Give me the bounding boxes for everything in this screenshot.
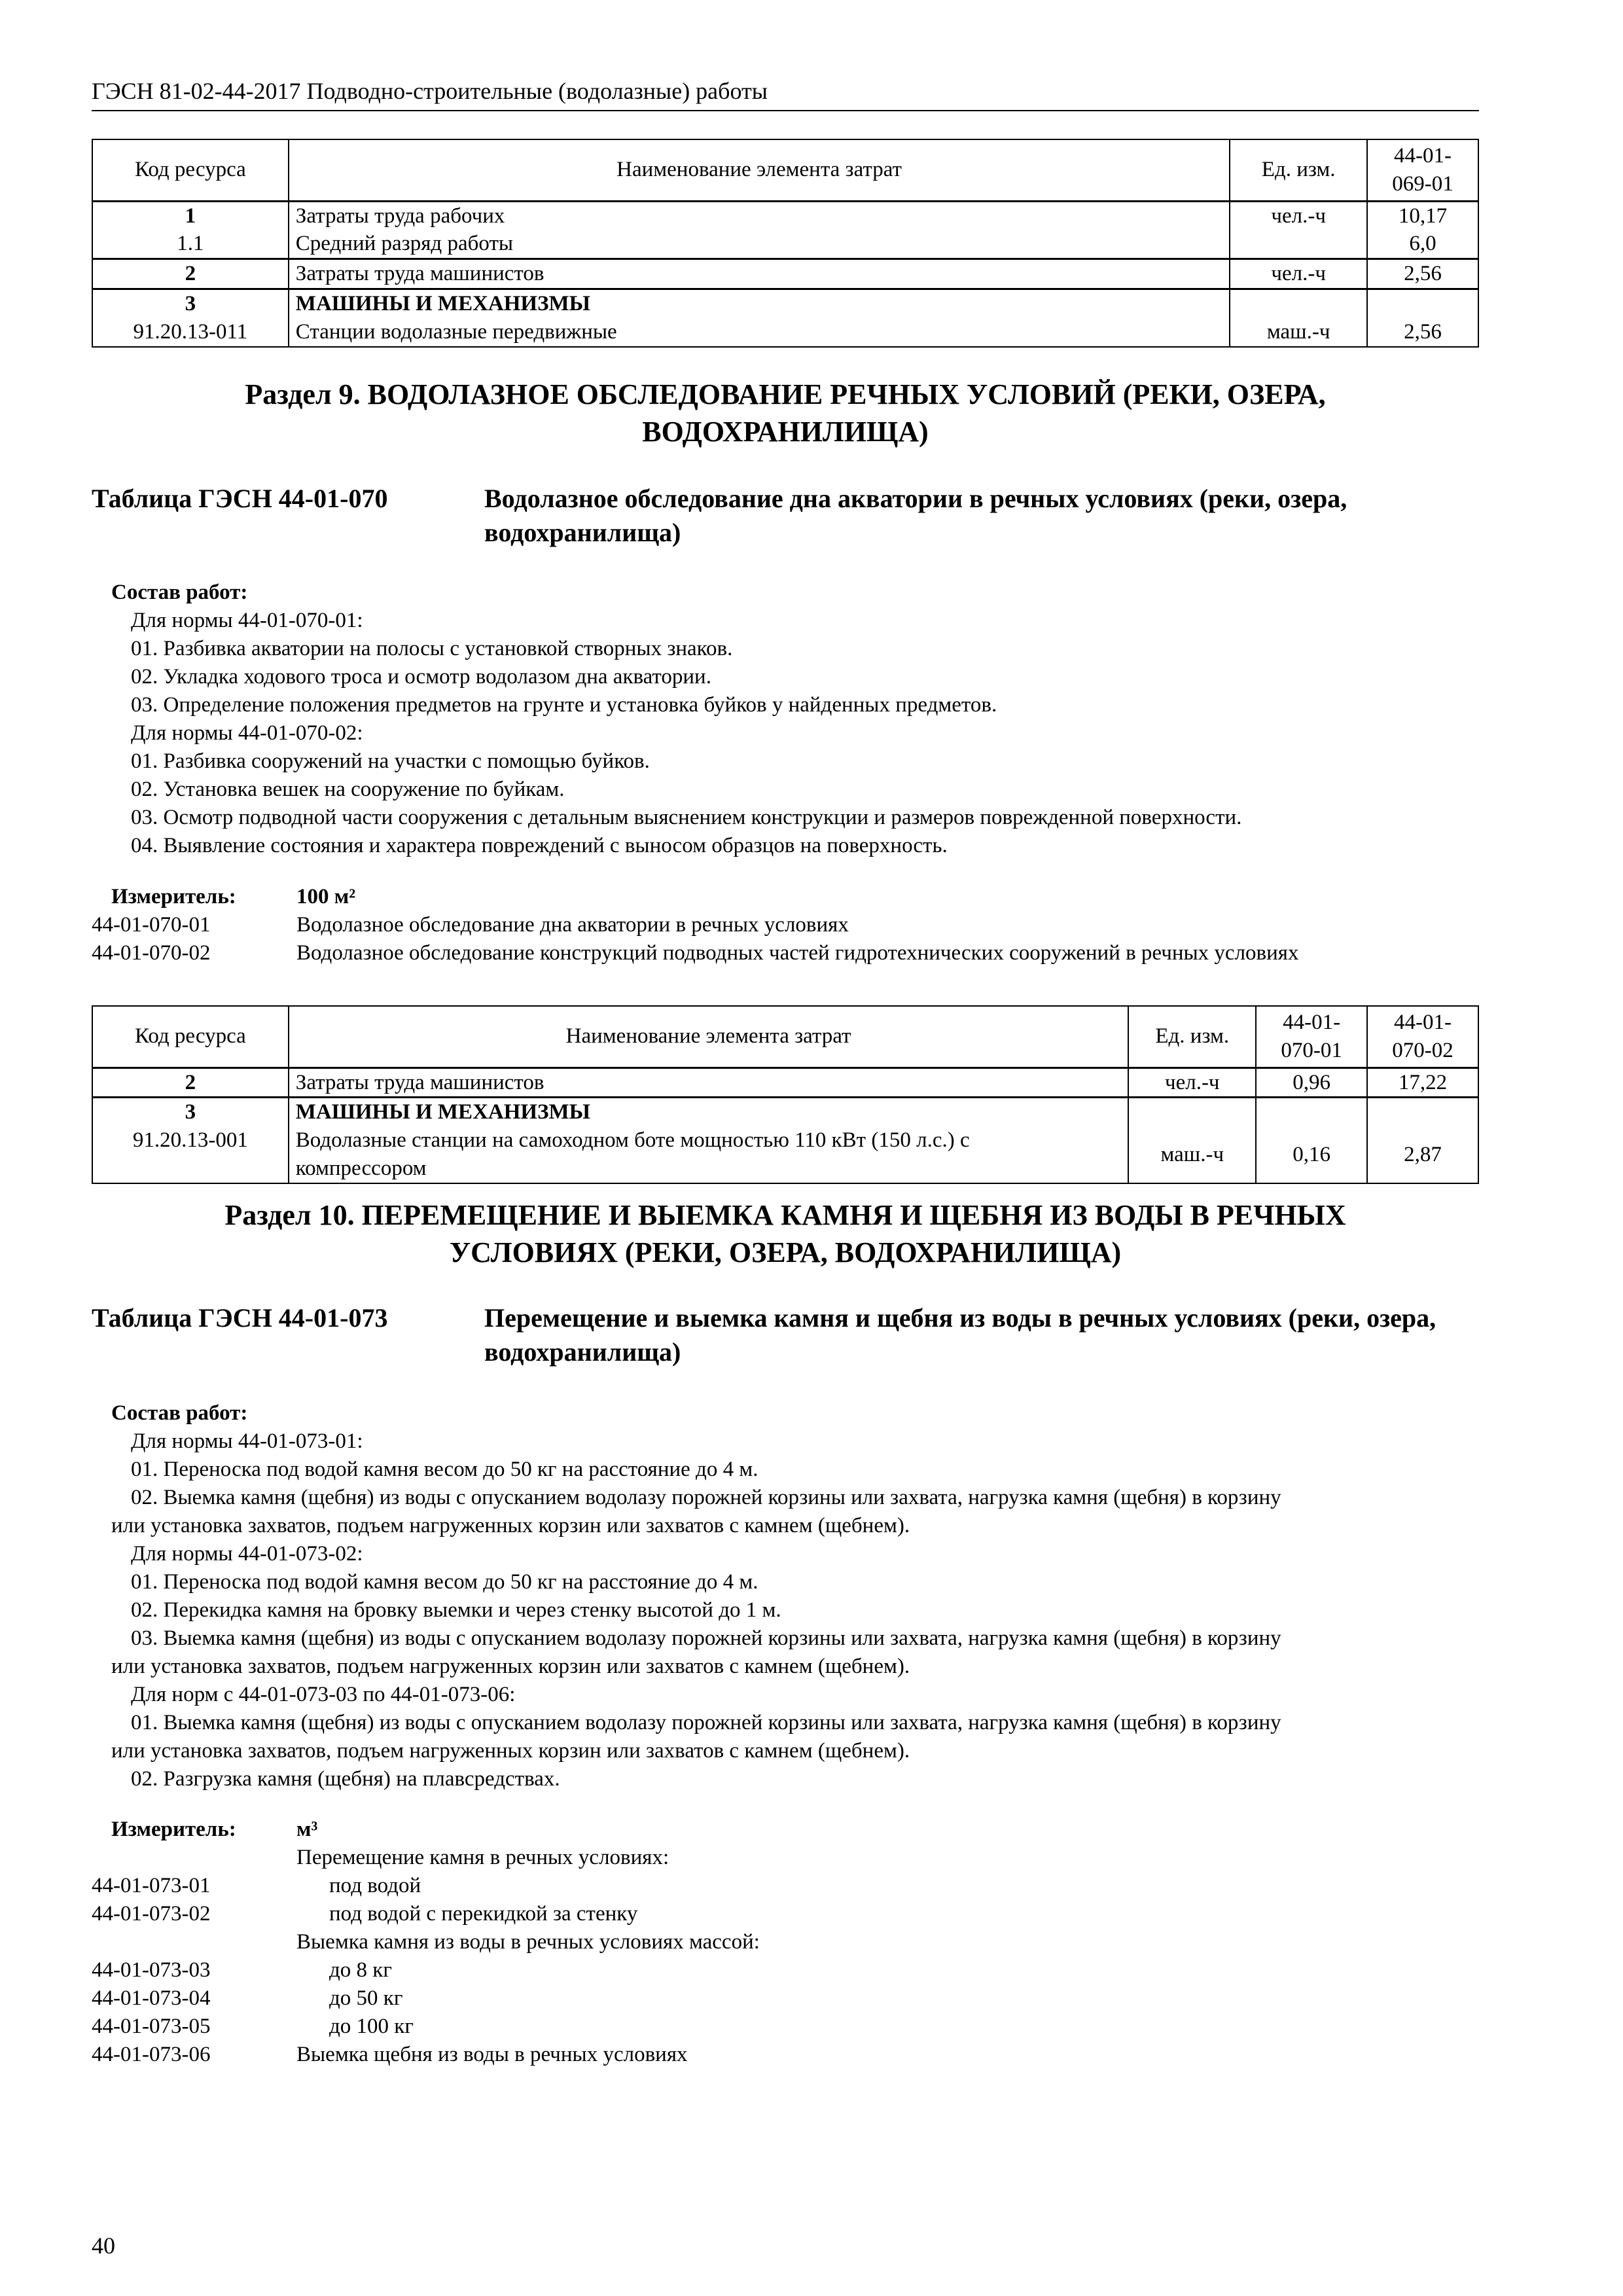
- page-number: 40: [92, 2233, 115, 2259]
- meter-073: [92, 1816, 1479, 2069]
- norm-code: 44-01-070-01: [92, 913, 211, 937]
- table-073-name: Перемещение и выемка камня и щебня из воды в речных условиях (реки, озера, водохранилища): [484, 1303, 1436, 1367]
- col-header-norm-line2: 069-01: [1392, 171, 1454, 196]
- col-header-norm-2-line1: 44-01-: [1394, 1010, 1452, 1034]
- norm-name: Водолазное обследование дна акватории в речных условиях: [296, 913, 849, 937]
- table-073-code: Таблица ГЭСН 44-01-073: [92, 1303, 388, 1333]
- works-line: 02. Выемка камня (щебня) из воды с опусканием водолазу порожней корзины или захвата, нагрузка камня (щебня) в корзину: [131, 1486, 1281, 1509]
- col-header-norm-1-line2: 070-01: [1281, 1038, 1342, 1062]
- works-070: [111, 579, 1472, 860]
- col-header-norm-2: [1367, 1006, 1478, 1067]
- col-header-norm: [1367, 139, 1478, 201]
- col-header-unit: Ед. изм.: [1230, 139, 1367, 201]
- meter-row: [92, 1872, 1479, 1900]
- meter-group-row: [92, 1844, 1479, 1872]
- norm-code: 44-01-073-01: [92, 1874, 211, 1897]
- resource-code: 2: [92, 1067, 289, 1098]
- cost-element: МАШИНЫ И МЕХАНИЗМЫ: [289, 289, 1230, 318]
- norm-value-1: 0,16: [1256, 1126, 1367, 1183]
- header-divider: [92, 110, 1479, 111]
- works-line: 03. Определение положения предметов на грунте и установка буйков у найденных предметов.: [131, 693, 997, 717]
- col-header-norm-line1: 44-01-: [1394, 143, 1452, 168]
- works-line: Для норм с 44-01-073-03 по 44-01-073-06:: [131, 1683, 516, 1706]
- norm-code: 44-01-073-03: [92, 1958, 211, 1982]
- cost-element: Затраты труда рабочих: [289, 201, 1230, 230]
- works-line: 01. Разбивка сооружений на участки с помощью буйков.: [131, 749, 650, 773]
- works-title: Состав работ:: [111, 581, 248, 604]
- works-line: 02. Перекидка камня на бровку выемки и через стенку высотой до 1 м.: [131, 1598, 781, 1622]
- resource-code: 3: [92, 1098, 289, 1126]
- resource-code: 1.1: [92, 230, 289, 259]
- col-header-norm-1-line1: 44-01-: [1283, 1010, 1341, 1034]
- norm-value-2: 2,87: [1367, 1126, 1478, 1183]
- norm-name: до 8 кг: [329, 1958, 392, 1982]
- table-row: [92, 289, 1478, 318]
- norm-value: 6,0: [1367, 230, 1478, 259]
- unit: маш.-ч: [1128, 1126, 1256, 1183]
- cost-element: Затраты труда машинистов: [289, 259, 1230, 289]
- norm-name: до 100 кг: [329, 2015, 414, 2038]
- section-10-title: [92, 1196, 1479, 1271]
- unit: [1230, 230, 1367, 259]
- resource-code: 91.20.13-001: [92, 1126, 289, 1183]
- unit: [1230, 289, 1367, 318]
- cost-element-line1: Водолазные станции на самоходном боте мощностью 110 кВт (150 л.с.) с: [295, 1128, 970, 1153]
- table-row: [92, 1067, 1478, 1098]
- section-9-title-line1: Раздел 9. ВОДОЛАЗНОЕ ОБСЛЕДОВАНИЕ РЕЧНЫХ УСЛОВИЙ (РЕКИ, ОЗЕРА,: [245, 378, 1326, 410]
- meter-group-title: Перемещение камня в речных условиях:: [296, 1846, 669, 1869]
- works-line: Для нормы 44-01-070-02:: [131, 721, 363, 745]
- norm-name: под водой с перекидкой за стенку: [329, 1902, 638, 1926]
- section-9-title-line2: ВОДОХРАНИЛИЩА): [642, 416, 929, 448]
- meter-unit: 100 м²: [296, 885, 356, 908]
- cost-element: МАШИНЫ И МЕХАНИЗМЫ: [289, 1098, 1129, 1126]
- norm-code: 44-01-070-02: [92, 941, 211, 965]
- table-070-name: Водолазное обследование дна акватории в речных условиях (реки, озера, водохранилища): [484, 484, 1347, 547]
- col-header-code: Код ресурса: [92, 139, 289, 201]
- resource-code: 3: [92, 289, 289, 318]
- norm-value: 10,17: [1367, 201, 1478, 230]
- meter-unit: м³: [296, 1818, 318, 1841]
- unit: [1128, 1098, 1256, 1126]
- works-line: 01. Выемка камня (щебня) из воды с опусканием водолазу порожней корзины или захвата, нагрузка камня (щебня) в корзину: [131, 1711, 1281, 1734]
- cost-element: Затраты труда машинистов: [289, 1067, 1129, 1098]
- meter-label: Измеритель:: [111, 885, 236, 908]
- running-header: ГЭСН 81-02-44-2017 Подводно-строительные (водолазные) работы: [92, 78, 768, 104]
- meter-row: [92, 911, 1479, 939]
- works-line: 04. Выявление состояния и характера повреждений с выносом образцов на поверхность.: [131, 834, 948, 857]
- works-line: или установка захватов, подъем нагруженных корзин или захватов с камнем (щебнем).: [111, 1514, 910, 1537]
- norm-value: [1367, 289, 1478, 318]
- col-header-norm-2-line2: 070-02: [1392, 1038, 1454, 1062]
- section-10-title-line1: Раздел 10. ПЕРЕМЕЩЕНИЕ И ВЫЕМКА КАМНЯ И ЩЕБНЯ ИЗ ВОДЫ В РЕЧНЫХ: [224, 1199, 1346, 1231]
- section-10-title-line2: УСЛОВИЯХ (РЕКИ, ОЗЕРА, ВОДОХРАНИЛИЩА): [449, 1236, 1122, 1269]
- works-line: 03. Выемка камня (щебня) из воды с опусканием водолазу порожней корзины или захвата, нагрузка камня (щебня) в корзину: [131, 1626, 1281, 1650]
- unit: чел.-ч: [1230, 201, 1367, 230]
- table-070-code: Таблица ГЭСН 44-01-070: [92, 484, 388, 513]
- unit: чел.-ч: [1128, 1067, 1256, 1098]
- meter-row: [92, 1900, 1479, 1928]
- works-line: 03. Осмотр подводной части сооружения с детальным выяснением конструкции и размеров поврежденной поверхности.: [131, 806, 1242, 829]
- meter-row: [92, 2013, 1479, 2041]
- meter-label: Измеритель:: [111, 1818, 236, 1841]
- cost-element-line2: компрессором: [295, 1157, 427, 1181]
- works-line: 01. Переноска под водой камня весом до 50 кг на расстояние до 4 м.: [131, 1570, 758, 1594]
- norm-name: до 50 кг: [329, 1986, 403, 2010]
- norm-value: 2,56: [1367, 259, 1478, 289]
- meter-070: [92, 883, 1479, 967]
- col-header-unit: Ед. изм.: [1128, 1006, 1256, 1067]
- cost-table-070: [92, 1005, 1479, 1184]
- unit: чел.-ч: [1230, 259, 1367, 289]
- table-header-row: [92, 139, 1478, 201]
- meter-row: [92, 939, 1479, 967]
- col-header-name: Наименование элемента затрат: [289, 1006, 1129, 1067]
- works-line: Для нормы 44-01-073-02:: [131, 1542, 363, 1566]
- works-073: [111, 1399, 1472, 1793]
- norm-code: 44-01-073-04: [92, 1986, 211, 2010]
- meter-group-row: [92, 1928, 1479, 1956]
- works-line: или установка захватов, подъем нагруженных корзин или захватов с камнем (щебнем).: [111, 1739, 910, 1763]
- norm-value-1: 0,96: [1256, 1067, 1367, 1098]
- norm-value-2: [1367, 1098, 1478, 1126]
- norm-value-2: 17,22: [1367, 1067, 1478, 1098]
- cost-element: Станции водолазные передвижные: [289, 318, 1230, 347]
- norm-code: 44-01-073-02: [92, 1902, 211, 1926]
- cost-element: [289, 1126, 1129, 1183]
- resource-code: 91.20.13-011: [92, 318, 289, 347]
- col-header-code: Код ресурса: [92, 1006, 289, 1067]
- norm-value: 2,56: [1367, 318, 1478, 347]
- works-title: Состав работ:: [111, 1401, 248, 1425]
- col-header-name: Наименование элемента затрат: [289, 139, 1230, 201]
- meter-row: [92, 1984, 1479, 2013]
- resource-code: 2: [92, 259, 289, 289]
- norm-code: 44-01-073-06: [92, 2043, 211, 2066]
- col-header-norm-1: [1256, 1006, 1367, 1067]
- meter-row: [92, 2041, 1479, 2069]
- table-row: [92, 201, 1478, 230]
- norm-name: Водолазное обследование конструкций подводных частей гидротехнических сооружений в речных условиях: [296, 941, 1299, 965]
- works-line: 02. Укладка ходового троса и осмотр водолазом дна акватории.: [131, 665, 711, 689]
- meter-row: [92, 1816, 1479, 1844]
- resource-code: 1: [92, 201, 289, 230]
- table-header-row: [92, 1006, 1478, 1067]
- meter-group-title: Выемка камня из воды в речных условиях массой:: [296, 1930, 760, 1954]
- norm-code: 44-01-073-05: [92, 2015, 211, 2038]
- table-row: [92, 1098, 1478, 1126]
- works-line: Для нормы 44-01-073-01:: [131, 1429, 363, 1453]
- cost-element: Средний разряд работы: [289, 230, 1230, 259]
- table-row: [92, 230, 1478, 259]
- works-line: 01. Разбивка акватории на полосы с установкой створных знаков.: [131, 637, 733, 660]
- table-row: [92, 259, 1478, 289]
- table-row: [92, 318, 1478, 347]
- norm-value-1: [1256, 1098, 1367, 1126]
- table-070-heading: [92, 482, 1479, 560]
- norm-name: Выемка щебня из воды в речных условиях: [296, 2043, 688, 2066]
- unit: маш.-ч: [1230, 318, 1367, 347]
- section-9-title: [92, 376, 1479, 450]
- table-073-heading: [92, 1301, 1479, 1380]
- works-line: Для нормы 44-01-070-01:: [131, 609, 363, 632]
- works-line: или установка захватов, подъем нагруженных корзин или захватов с камнем (щебнем).: [111, 1655, 910, 1678]
- works-line: 01. Переноска под водой камня весом до 50 кг на расстояние до 4 м.: [131, 1458, 758, 1481]
- meter-row: [92, 883, 1479, 911]
- works-line: 02. Разгрузка камня (щебня) на плавсредствах.: [131, 1767, 560, 1791]
- works-line: 02. Установка вешек на сооружение по буйкам.: [131, 778, 565, 801]
- norm-name: под водой: [329, 1874, 421, 1897]
- meter-row: [92, 1956, 1479, 1984]
- cost-table-069: [92, 139, 1479, 348]
- table-row: [92, 1126, 1478, 1183]
